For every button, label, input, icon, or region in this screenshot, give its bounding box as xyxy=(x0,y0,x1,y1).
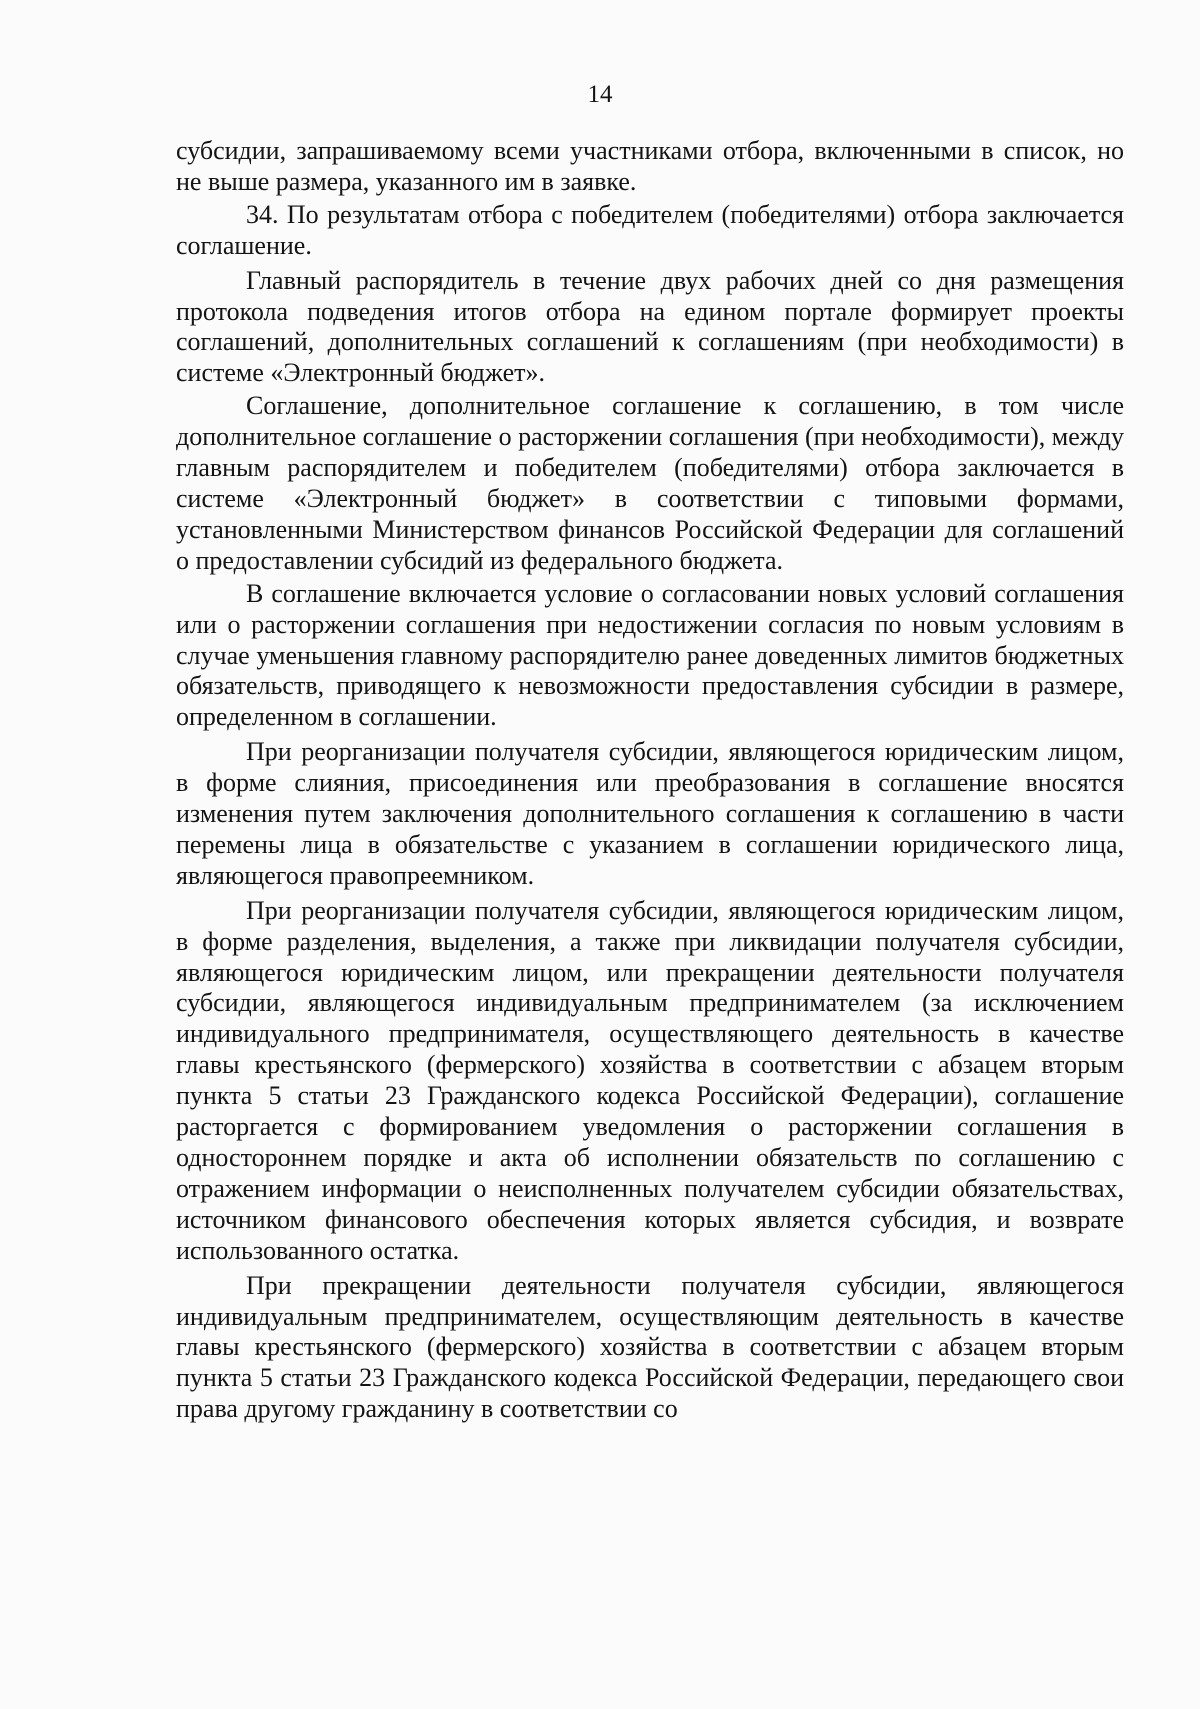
page-number: 14 xyxy=(587,81,613,108)
paragraph: При реорганизации получателя субсидии, являющегося юридическим лицом, в форме разделения, выделения, а также при ликвидации получателя субсидии, являющегося юридическим лицом, или прекращении деятельности получателя субсидии, являющегося индивидуальным предпринимателем (за исключением индивидуального предпринимателя, осуществляющего деятельность в качестве главы крестьянского (фермерского) хозяйства в соответствии с абзацем вторым пункта 5 статьи 23 Гражданского кодекса Российской Федерации), соглашение расторгается с формированием уведомления о расторжении соглашения в одностороннем порядке и акта об исполнении обязательств по соглашению с отражением информации о неисполненных получателем субсидии обязательствах, источником финансового обеспечения которых является субсидия, и возврате использованного остатка. xyxy=(176,895,1124,1265)
paragraph: Главный распорядитель в течение двух рабочих дней со дня размещения протокола подведения итогов отбора на едином портале формирует проекты соглашений, дополнительных соглашений к соглашениям (при необходимости) в системе «Электронный бюджет». xyxy=(176,265,1124,388)
document-body xyxy=(176,136,1124,1425)
paragraph: При реорганизации получателя субсидии, являющегося юридическим лицом, в форме слияния, присоединения или преобразования в соглашение вносятся изменения путем заключения дополнительного соглашения к соглашению в части перемены лица в обязательстве с указанием в соглашении юридического лица, являющегося правопреемником. xyxy=(176,737,1124,890)
paragraph: При прекращении деятельности получателя субсидии, являющегося индивидуальным предпринимателем, осуществляющим деятельность в качестве главы крестьянского (фермерского) хозяйства в соответствии с абзацем вторым пункта 5 статьи 23 Гражданского кодекса Российской Федерации, передающего свои права другому гражданину в соответствии со xyxy=(176,1270,1124,1424)
paragraph: субсидии, запрашиваемому всеми участниками отбора, включенными в список, но не выше размера, указанного им в заявке. xyxy=(176,136,1124,196)
paragraph: В соглашение включается условие о согласовании новых условий соглашения или о расторжении соглашения при недостижении согласия по новым условиям в случае уменьшения главному распорядителю ранее доведенных лимитов бюджетных обязательств, приводящего к невозможности предоставления субсидии в размере, определенном в соглашении. xyxy=(176,578,1124,732)
paragraph: Соглашение, дополнительное соглашение к соглашению, в том числе дополнительное соглашение о расторжении соглашения (при необходимости), между главным распорядителем и победителем (победителями) отбора заключается в системе «Электронный бюджет» в соответствии с типовыми формами, установленными Министерством финансов Российской Федерации для соглашений о предоставлении субсидий из федерального бюджета. xyxy=(176,391,1124,575)
paragraph: 34. По результатам отбора с победителем (победителями) отбора заключается соглашение. xyxy=(176,199,1124,260)
